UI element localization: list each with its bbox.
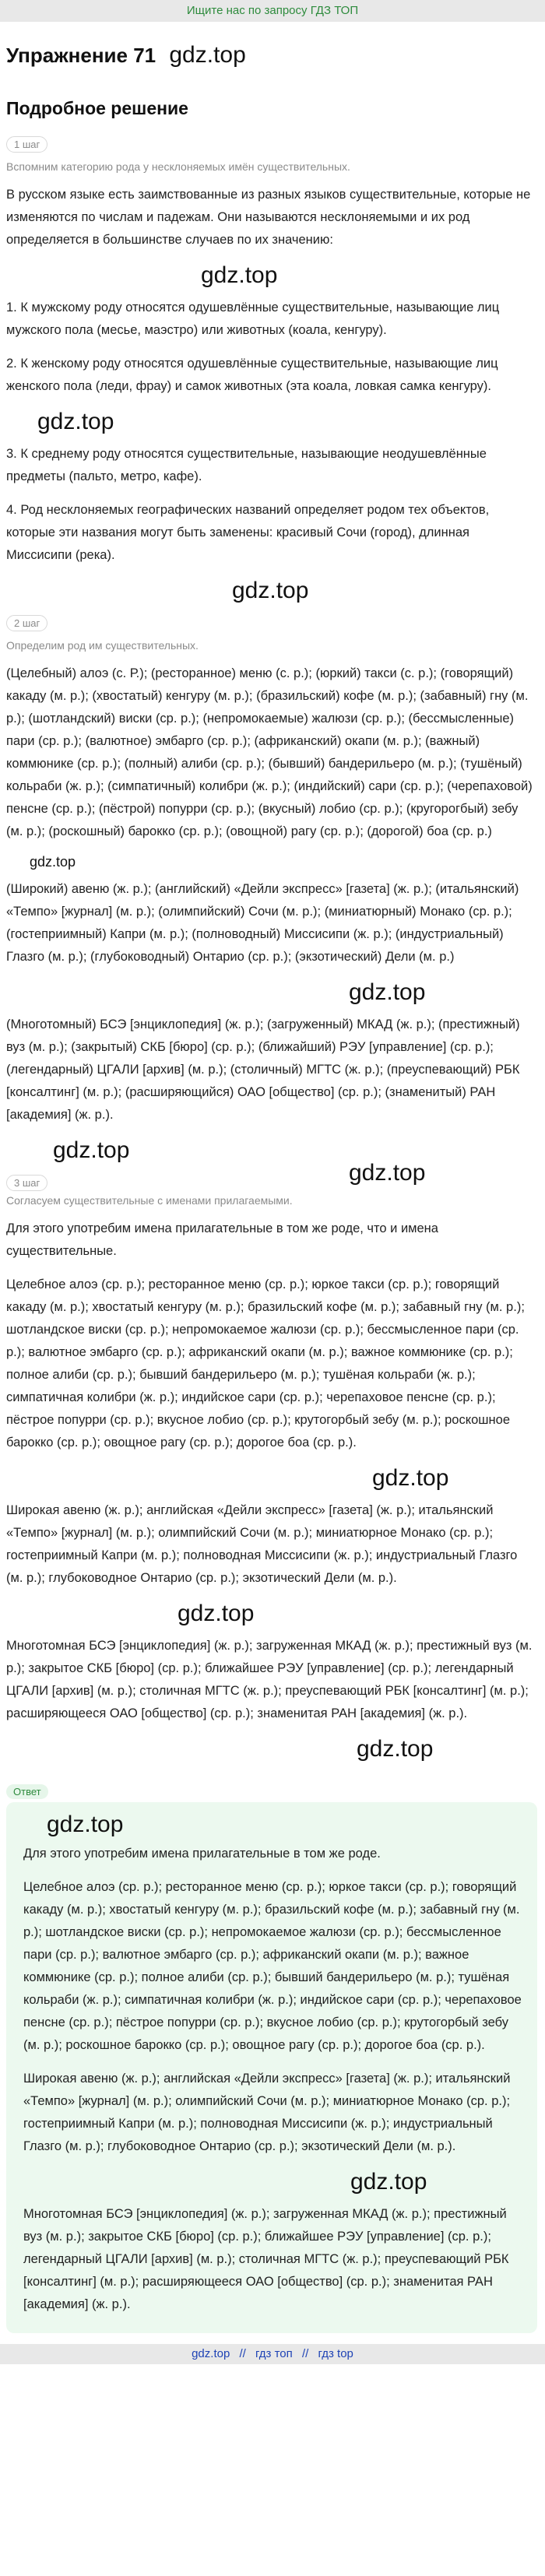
watermark: gdz.top	[350, 2169, 427, 2195]
step-3-paragraph: Целебное алоэ (ср. р.); ресторанное меню (ср. р.); юркое такси (ср. р.); говорящий какаду (м. р.); хвостатый кенгуру (м. р.); бразильский кофе (м. р.); забавный гну (м. р.); шотландское виски (ср. р.); непромокаемое жалюзи (ср. р.); бессмысленное пари (ср. р.); валютное эмбарго (ср. р.); африканский окапи (м. р.); важное коммюнике (ср. р.); полное алиби (ср. р.); бывший бандерильеро (м. р.); тушёная кольраби (ж. р.); симпатичная колибри (ж. р.); индийское сари (ср. р.); черепаховое пенсне (ср. р.); пёстрое попурри (ср. р.); вкусное лобио (ср. р.); крутогорбый зебу (м. р.); роскошное барокко (ср. р.); овощное рагу (ср. р.); дорогое боа (ср. р.).	[6, 1277, 525, 1450]
watermark: gdz.top	[232, 578, 309, 603]
watermark: gdz.top	[372, 1465, 449, 1491]
footer-separator: //	[301, 2347, 309, 2360]
step-3-paragraph: Для этого употребим имена прилагательные в том же роде, что и имена существительные.	[6, 1221, 438, 1258]
answer-paragraph: Для этого употребим имена прилагательные в том же роде.	[23, 1847, 381, 1861]
answer-paragraph: Многотомная БСЭ [энциклопедия] (ж. р.); загруженная МКАД (ж. р.); престижный вуз (м. р.); закрытое СКБ [бюро] (ср. р.); ближайшее РЭУ [управление] (ср. р.); легендарный ЦГАЛИ [архив] (м. р.); столичная МГТС (ж. р.); преуспевающий РБК [консалтинг] (м. р.); расширяющееся ОАО [общество] (ср. р.); знаменитая РАН [академия] (ж. р.).	[23, 2207, 509, 2311]
step-1-paragraph: В русском языке есть заимствованные из разных языков существительные, которые не изменяются по числам и падежам. Они называются несклоняемыми и их род определяется в большинстве случаев по их значению:	[6, 188, 531, 247]
step-1-paragraph: 2. К женскому роду относятся одушевлённые существительные, называющие лиц женского пола (леди, фрау) и самок животных (эта коала, ловкая самка кенгуру).	[6, 357, 498, 393]
content	[0, 42, 545, 2333]
step-2-paragraph: (Широкий) авеню (ж. р.); (английский) «Дейли экспресс» [газета] (ж. р.); (итальянский) «Темпо» [журнал] (м. р.); (олимпийский) Сочи (м. р.); (миниатюрный) Монако (ср. р.); (гостеприимный) Капри (м. р.); (полноводный) Миссисипи (ж. р.); (индустриальный) Глазго (м. р.); (глубоководный) Онтарио (ср. р.); (экзотический) Дели (м. р.)	[6, 882, 519, 964]
watermark: gdz.top	[30, 854, 76, 870]
step-2-badge: 2 шаг	[6, 615, 47, 631]
step-1-paragraph: 1. К мужскому роду относятся одушевлённые существительные, называющие лиц мужского пола (месье, маэстро) или животных (коала, кенгуру).	[6, 300, 500, 337]
step-3-badge: 3 шаг	[6, 1175, 47, 1191]
watermark: gdz.top	[349, 1160, 426, 1186]
answer-paragraph: Широкая авеню (ж. р.); английская «Дейли экспресс» [газета] (ж. р.); итальянский «Темпо» [журнал] (м. р.); олимпийский Сочи (м. р.); миниатюрное Монако (ср. р.); гостеприимный Капри (м. р.); полноводная Миссисипи (ж. р.); индустриальный Глазго (м. р.); глубоководное Онтарио (ср. р.); экзотический Дели (м. р.).	[23, 2072, 511, 2153]
step-1-badge: 1 шаг	[6, 136, 47, 153]
step-2-paragraph: (Целебный) алоэ (с. Р.); (ресторанное) меню (с. р.); (юркий) такси (с. р.); (говорящий) какаду (м. р.); (хвостатый) кенгуру (м. р.); (бразильский) кофе (м. р.); (забавный) гну (м. р.); (шотландский) виски (ср. р.); (непромокаемые) жалюзи (ср. р.); (бессмысленные) пари (ср. р.); (валютное) эмбарго (ср. р.); (африканский) окапи (м. р.); (важный) коммюнике (ср. р.); (полный) алиби (ср. р.); (бывший) бандерильеро (м. р.); (тушёный) кольраби (ж. р.); (симпатичный) колибри (ж. р.); (индийский) сари (ср. р.); (черепаховой) пенсне (ср. р.); (пёстрой) попурри (ср. р.); (вкусный) лобио (ср. р.); (кругорогбый) зебу (м. р.); (роскошный) барокко (ср. р.); (овощной) рагу (ср. р.); (дорогой) боа (ср. р.)	[6, 666, 533, 838]
footer-link[interactable]: gdz.top	[192, 2347, 230, 2360]
answer-badge: Ответ	[6, 1784, 48, 1799]
step-2-subtitle: Определим род им существительных.	[6, 639, 199, 652]
watermark: gdz.top	[47, 1812, 124, 1837]
bottom-links-bar	[0, 2344, 545, 2364]
step-3-subtitle: Согласуем существительные с именами прилагаемыми.	[6, 1194, 293, 1207]
step-3-paragraph: Многотомная БСЭ [энциклопедия] (ж. р.); загруженная МКАД (ж. р.); престижный вуз (м. р.); закрытое СКБ [бюро] (ср. р.); ближайшее РЭУ [управление] (ср. р.); легендарный ЦГАЛИ [архив] (м. р.); столичная МГТС (ж. р.); преуспевающий РБК [консалтинг] (м. р.); расширяющееся ОАО [общество] (ср. р.); знаменитая РАН [академия] (ж. р.).	[6, 1639, 533, 1720]
top-banner	[0, 0, 545, 22]
step-3-paragraph: Широкая авеню (ж. р.); английская «Дейли экспресс» [газета] (ж. р.); итальянский «Темпо» [журнал] (м. р.); олимпийский Сочи (м. р.); миниатюрное Монако (ср. р.); гостеприимный Капри (м. р.); полноводная Миссисипи (ж. р.); индустриальный Глазго (м. р.); глубоководное Онтарио (ср. р.); экзотический Дели (м. р.).	[6, 1503, 518, 1585]
step-1-subtitle: Вспомним категорию рода у несклоняемых имён существительных.	[6, 160, 350, 173]
exercise-title: Упражнение 71	[6, 44, 156, 67]
step-2	[6, 612, 537, 1164]
footer-link[interactable]: гдз top	[318, 2347, 353, 2360]
site-name: gdz.top	[169, 42, 246, 68]
step-3	[6, 1160, 537, 1762]
answer-paragraph: Целебное алоэ (ср. р.); ресторанное меню (ср. р.); юркое такси (ср. р.); говорящий какаду (м. р.); хвостатый кенгуру (м. р.); бразильский кофе (м. р.); забавный гну (м. р.); шотландское виски (ср. р.); непромокаемое жалюзи (ср. р.); бессмысленное пари (ср. р.); валютное эмбарго (ср. р.); африканский окапи (м. р.); важное коммюнике (ср. р.); полное алиби (ср. р.); бывший бандерильеро (м. р.); тушёная кольраби (ж. р.); симпатичная колибри (ж. р.); индийское сари (ср. р.); черепаховое пенсне (ср. р.); пёстрое попурри (ср. р.); вкусное лобио (ср. р.); крутогорбый зебу (м. р.); роскошное барокко (ср. р.); овощное рагу (ср. р.); дорогое боа (ср. р.).	[23, 1880, 522, 2052]
watermark: gdz.top	[357, 1736, 434, 1762]
solution-title: Подробное решение	[6, 98, 188, 118]
watermark: gdz.top	[201, 262, 278, 288]
answer-box	[6, 1802, 537, 2333]
watermark: gdz.top	[53, 1137, 130, 1163]
step-1-paragraph: 3. К среднему роду относятся существительные, называющие неодушевлённые предметы (пальто, метро, кафе).	[6, 447, 487, 483]
footer-link[interactable]: гдз топ	[255, 2347, 293, 2360]
watermark: gdz.top	[178, 1601, 255, 1626]
page-title	[6, 42, 537, 69]
watermark: gdz.top	[37, 409, 114, 434]
step-1	[6, 133, 537, 604]
step-1-paragraph: 4. Род несклоняемых географических названий определяет родом тех объектов, которые эти названия могут быть заменены: красивый Сочи (город), длинная Миссисипи (река).	[6, 503, 490, 562]
watermark: gdz.top	[349, 979, 426, 1005]
step-2-paragraph: (Многотомный) БСЭ [энциклопедия] (ж. р.); (загруженный) МКАД (ж. р.); (престижный) вуз (м. р.); (закрытый) СКБ [бюро] (ср. р.); (ближайший) РЭУ [управление] (ср. р.); (легендарный) ЦГАЛИ [архив] (м. р.); (столичный) МГТС (ж. р.); (преуспевающий) РБК [консалтинг] (м. р.); (расширяющийся) ОАО [общество] (ср. р.); (знаменитый) РАН [академия] (ж. р.).	[6, 1017, 520, 1122]
footer-separator: //	[239, 2347, 246, 2360]
top-banner-text: Ищите нас по запросу ГДЗ ТОП	[186, 4, 359, 17]
